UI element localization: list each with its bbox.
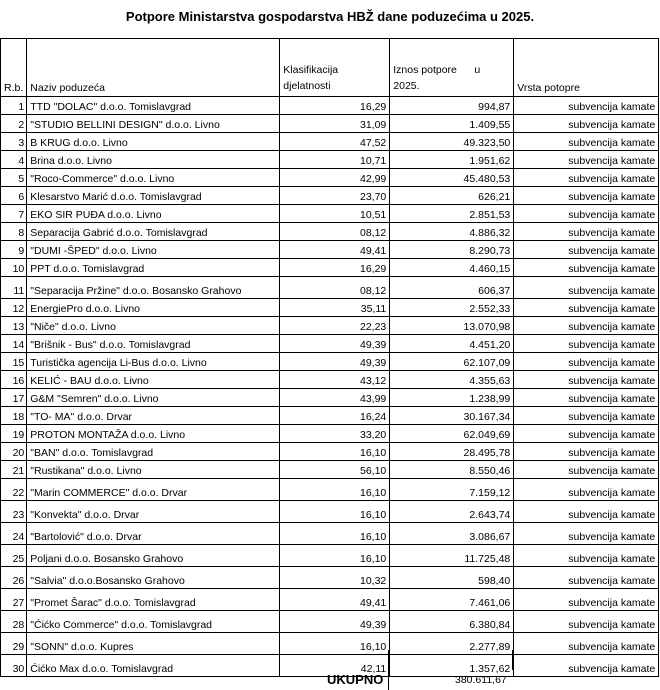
table-row <box>1 299 659 317</box>
subsidy-amount: 2.552,33 <box>390 299 514 317</box>
classification: 49,39 <box>280 353 390 371</box>
row-number: 26 <box>1 567 27 589</box>
company-name: Separacija Gabrić d.o.o. Tomislavgrad <box>27 223 280 241</box>
classification: 16,10 <box>280 523 390 545</box>
subsidy-type: subvencija kamate <box>514 479 659 501</box>
company-name: Ćićko Max d.o.o. Tomislavgrad <box>27 655 280 677</box>
row-number: 22 <box>1 479 27 501</box>
subsidy-amount: 7.159,12 <box>390 479 514 501</box>
subsidy-type: subvencija kamate <box>514 97 659 115</box>
table-row <box>1 443 659 461</box>
company-name: EnergiePro d.o.o. Livno <box>27 299 280 317</box>
row-number: 7 <box>1 205 27 223</box>
subsidy-type: subvencija kamate <box>514 501 659 523</box>
row-number: 10 <box>1 259 27 277</box>
company-name: "DUMI -ŠPED" d.o.o. Livno <box>27 241 280 259</box>
subsidy-amount: 1.951,62 <box>390 151 514 169</box>
table-row <box>1 151 659 169</box>
row-number: 3 <box>1 133 27 151</box>
row-number: 18 <box>1 407 27 425</box>
classification: 49,41 <box>280 241 390 259</box>
company-name: "Ćićko Commerce" d.o.o. Tomislavgrad <box>27 611 280 633</box>
classification: 42,11 <box>280 655 390 677</box>
subsidy-type: subvencija kamate <box>514 133 659 151</box>
classification: 08,12 <box>280 277 390 299</box>
subsidy-type: subvencija kamate <box>514 389 659 407</box>
company-name: Turistička agencija Li-Bus d.o.o. Livno <box>27 353 280 371</box>
classification: 31,09 <box>280 115 390 133</box>
subsidy-amount: 7.461,06 <box>390 589 514 611</box>
row-number: 2 <box>1 115 27 133</box>
classification: 10,32 <box>280 567 390 589</box>
classification: 49,39 <box>280 335 390 353</box>
subsidy-amount: 598,40 <box>390 567 514 589</box>
subsidy-type: subvencija kamate <box>514 611 659 633</box>
table-row <box>1 115 659 133</box>
classification: 23,70 <box>280 187 390 205</box>
company-name: "TO- MA" d.o.o. Drvar <box>27 407 280 425</box>
subsidy-amount: 4.886,32 <box>390 223 514 241</box>
classification: 08,12 <box>280 223 390 241</box>
row-number: 12 <box>1 299 27 317</box>
subsidy-amount: 8.290,73 <box>390 241 514 259</box>
subsidy-amount: 4.355,63 <box>390 371 514 389</box>
table-row <box>1 169 659 187</box>
subsidy-type: subvencija kamate <box>514 443 659 461</box>
row-number: 19 <box>1 425 27 443</box>
company-name: EKO SIR PUĐA d.o.o. Livno <box>27 205 280 223</box>
row-number: 25 <box>1 545 27 567</box>
classification: 56,10 <box>280 461 390 479</box>
company-name: KELIĆ - BAU d.o.o. Livno <box>27 371 280 389</box>
table-row <box>1 479 659 501</box>
classification: 22,23 <box>280 317 390 335</box>
table-row <box>1 133 659 151</box>
table-row <box>1 407 659 425</box>
table-row <box>1 277 659 299</box>
classification: 49,39 <box>280 611 390 633</box>
subsidy-amount: 11.725,48 <box>390 545 514 567</box>
subsidy-type: subvencija kamate <box>514 241 659 259</box>
subsidy-type: subvencija kamate <box>514 425 659 443</box>
row-number: 27 <box>1 589 27 611</box>
classification: 43,12 <box>280 371 390 389</box>
classification: 43,99 <box>280 389 390 407</box>
table-row <box>1 461 659 479</box>
table-row <box>1 335 659 353</box>
company-name: "Niče" d.o.o. Livno <box>27 317 280 335</box>
table-row <box>1 97 659 115</box>
row-number: 6 <box>1 187 27 205</box>
subsidy-type: subvencija kamate <box>514 223 659 241</box>
table-row <box>1 567 659 589</box>
table-body <box>1 97 659 677</box>
subsidy-amount: 2.851,53 <box>390 205 514 223</box>
type-divider <box>512 650 513 670</box>
table-row <box>1 187 659 205</box>
company-name: G&M "Semren" d.o.o. Livno <box>27 389 280 407</box>
classification: 16,10 <box>280 443 390 461</box>
table-row <box>1 545 659 567</box>
company-name: "Rustikana" d.o.o. Livno <box>27 461 280 479</box>
subsidy-amount: 8.550,46 <box>390 461 514 479</box>
total-divider <box>388 650 389 690</box>
row-number: 23 <box>1 501 27 523</box>
header-rb: R.b. <box>1 39 27 97</box>
company-name: "Separacija Pržine" d.o.o. Bosansko Grahovo <box>27 277 280 299</box>
header-amount-text: Iznos potpore u 2025. <box>393 64 484 92</box>
subsidy-type: subvencija kamate <box>514 407 659 425</box>
classification: 10,71 <box>280 151 390 169</box>
classification: 16,10 <box>280 545 390 567</box>
subsidy-amount: 62.107,09 <box>390 353 514 371</box>
row-number: 17 <box>1 389 27 407</box>
subsidy-amount: 49.323,50 <box>390 133 514 151</box>
subsidy-type: subvencija kamate <box>514 545 659 567</box>
table-row <box>1 611 659 633</box>
page-title: Potpore Ministarstva gospodarstva HBŽ dane poduzećima u 2025. <box>125 9 535 24</box>
subsidy-type: subvencija kamate <box>514 335 659 353</box>
row-number: 8 <box>1 223 27 241</box>
company-name: Poljani d.o.o. Bosansko Grahovo <box>27 545 280 567</box>
company-name: PROTON MONTAŽA d.o.o. Livno <box>27 425 280 443</box>
subsidy-amount: 626,21 <box>390 187 514 205</box>
subsidy-amount: 45.480,53 <box>390 169 514 187</box>
company-name: "Konvekta" d.o.o. Drvar <box>27 501 280 523</box>
header-type: Vrsta potopre <box>514 39 659 97</box>
row-number: 30 <box>1 655 27 677</box>
classification: 49,41 <box>280 589 390 611</box>
subsidy-type: subvencija kamate <box>514 371 659 389</box>
subsidy-type: subvencija kamate <box>514 115 659 133</box>
company-name: "BAN" d.o.o. Tomislavgrad <box>27 443 280 461</box>
table-row <box>1 371 659 389</box>
row-number: 28 <box>1 611 27 633</box>
row-number: 13 <box>1 317 27 335</box>
subsidy-type: subvencija kamate <box>514 589 659 611</box>
header-amount <box>390 39 514 97</box>
header-name: Naziv poduzeća <box>27 39 280 97</box>
company-name: PPT d.o.o. Tomislavgrad <box>27 259 280 277</box>
subsidy-amount: 1.357,62 <box>390 655 514 677</box>
subsidy-type: subvencija kamate <box>514 567 659 589</box>
row-number: 29 <box>1 633 27 655</box>
row-number: 20 <box>1 443 27 461</box>
company-name: "Promet Šarac" d.o.o. Tomislavgrad <box>27 589 280 611</box>
row-number: 4 <box>1 151 27 169</box>
classification: 35,11 <box>280 299 390 317</box>
table-row <box>1 389 659 407</box>
table-row <box>1 523 659 545</box>
classification: 16,24 <box>280 407 390 425</box>
subsidy-amount: 2.643,74 <box>390 501 514 523</box>
company-name: "Bartolović" d.o.o. Drvar <box>27 523 280 545</box>
row-number: 15 <box>1 353 27 371</box>
subsidy-amount: 4.451,20 <box>390 335 514 353</box>
table-row <box>1 241 659 259</box>
subsidy-amount: 3.086,67 <box>390 523 514 545</box>
classification: 16,29 <box>280 259 390 277</box>
row-number: 24 <box>1 523 27 545</box>
header-class <box>280 39 390 97</box>
table-row <box>1 353 659 371</box>
subsidy-type: subvencija kamate <box>514 187 659 205</box>
subsidy-amount: 606,37 <box>390 277 514 299</box>
header-class-text: Klasifikacija djelatnosti <box>283 64 339 92</box>
total-label: UKUPNO <box>327 672 384 687</box>
subsidy-type: subvencija kamate <box>514 353 659 371</box>
row-number: 14 <box>1 335 27 353</box>
subsidy-type: subvencija kamate <box>514 299 659 317</box>
company-name: "SONN" d.o.o. Kupres <box>27 633 280 655</box>
subsidy-amount: 6.380,84 <box>390 611 514 633</box>
subsidy-amount: 2.277,89 <box>390 633 514 655</box>
subsidy-type: subvencija kamate <box>514 655 659 677</box>
subsidy-type: subvencija kamate <box>514 461 659 479</box>
subsidy-amount: 13.070,98 <box>390 317 514 335</box>
classification: 42,99 <box>280 169 390 187</box>
classification: 16,10 <box>280 633 390 655</box>
subsidy-amount: 1.409,55 <box>390 115 514 133</box>
classification: 16,29 <box>280 97 390 115</box>
row-number: 11 <box>1 277 27 299</box>
row-number: 21 <box>1 461 27 479</box>
subsidy-type: subvencija kamate <box>514 523 659 545</box>
subsidy-amount: 62.049,69 <box>390 425 514 443</box>
classification: 33,20 <box>280 425 390 443</box>
company-name: Brina d.o.o. Livno <box>27 151 280 169</box>
table-row <box>1 223 659 241</box>
company-name: TTD "DOLAC" d.o.o. Tomislavgrad <box>27 97 280 115</box>
subsidy-amount: 30.167,34 <box>390 407 514 425</box>
company-name: "Roco-Commerce" d.o.o. Livno <box>27 169 280 187</box>
table-row <box>1 259 659 277</box>
company-name: Klesarstvo Marić d.o.o. Tomislavgrad <box>27 187 280 205</box>
classification: 16,10 <box>280 479 390 501</box>
subsidy-type: subvencija kamate <box>514 259 659 277</box>
total-amount: 380.611,67 <box>455 674 507 686</box>
subsidy-table <box>0 38 659 677</box>
company-name: "Salvia" d.o.o.Bosansko Grahovo <box>27 567 280 589</box>
table-row <box>1 425 659 443</box>
subsidy-type: subvencija kamate <box>514 169 659 187</box>
company-name: B KRUG d.o.o. Livno <box>27 133 280 151</box>
table-row <box>1 317 659 335</box>
company-name: "Brišnik - Bus" d.o.o. Tomislavgrad <box>27 335 280 353</box>
classification: 47,52 <box>280 133 390 151</box>
subsidy-type: subvencija kamate <box>514 151 659 169</box>
subsidy-amount: 28.495,78 <box>390 443 514 461</box>
company-name: "Marin COMMERCE" d.o.o. Drvar <box>27 479 280 501</box>
row-number: 16 <box>1 371 27 389</box>
row-number: 5 <box>1 169 27 187</box>
table-header-row <box>1 39 659 97</box>
company-name: "STUDIO BELLINI DESIGN" d.o.o. Livno <box>27 115 280 133</box>
subsidy-type: subvencija kamate <box>514 633 659 655</box>
subsidy-type: subvencija kamate <box>514 205 659 223</box>
table-row <box>1 633 659 655</box>
subsidy-amount: 4.460,15 <box>390 259 514 277</box>
table-row <box>1 205 659 223</box>
subsidy-amount: 994,87 <box>390 97 514 115</box>
subsidy-amount: 1.238,99 <box>390 389 514 407</box>
table-row <box>1 589 659 611</box>
subsidy-type: subvencija kamate <box>514 277 659 299</box>
classification: 16,10 <box>280 501 390 523</box>
subsidy-type: subvencija kamate <box>514 317 659 335</box>
table-row <box>1 501 659 523</box>
classification: 10,51 <box>280 205 390 223</box>
row-number: 9 <box>1 241 27 259</box>
row-number: 1 <box>1 97 27 115</box>
